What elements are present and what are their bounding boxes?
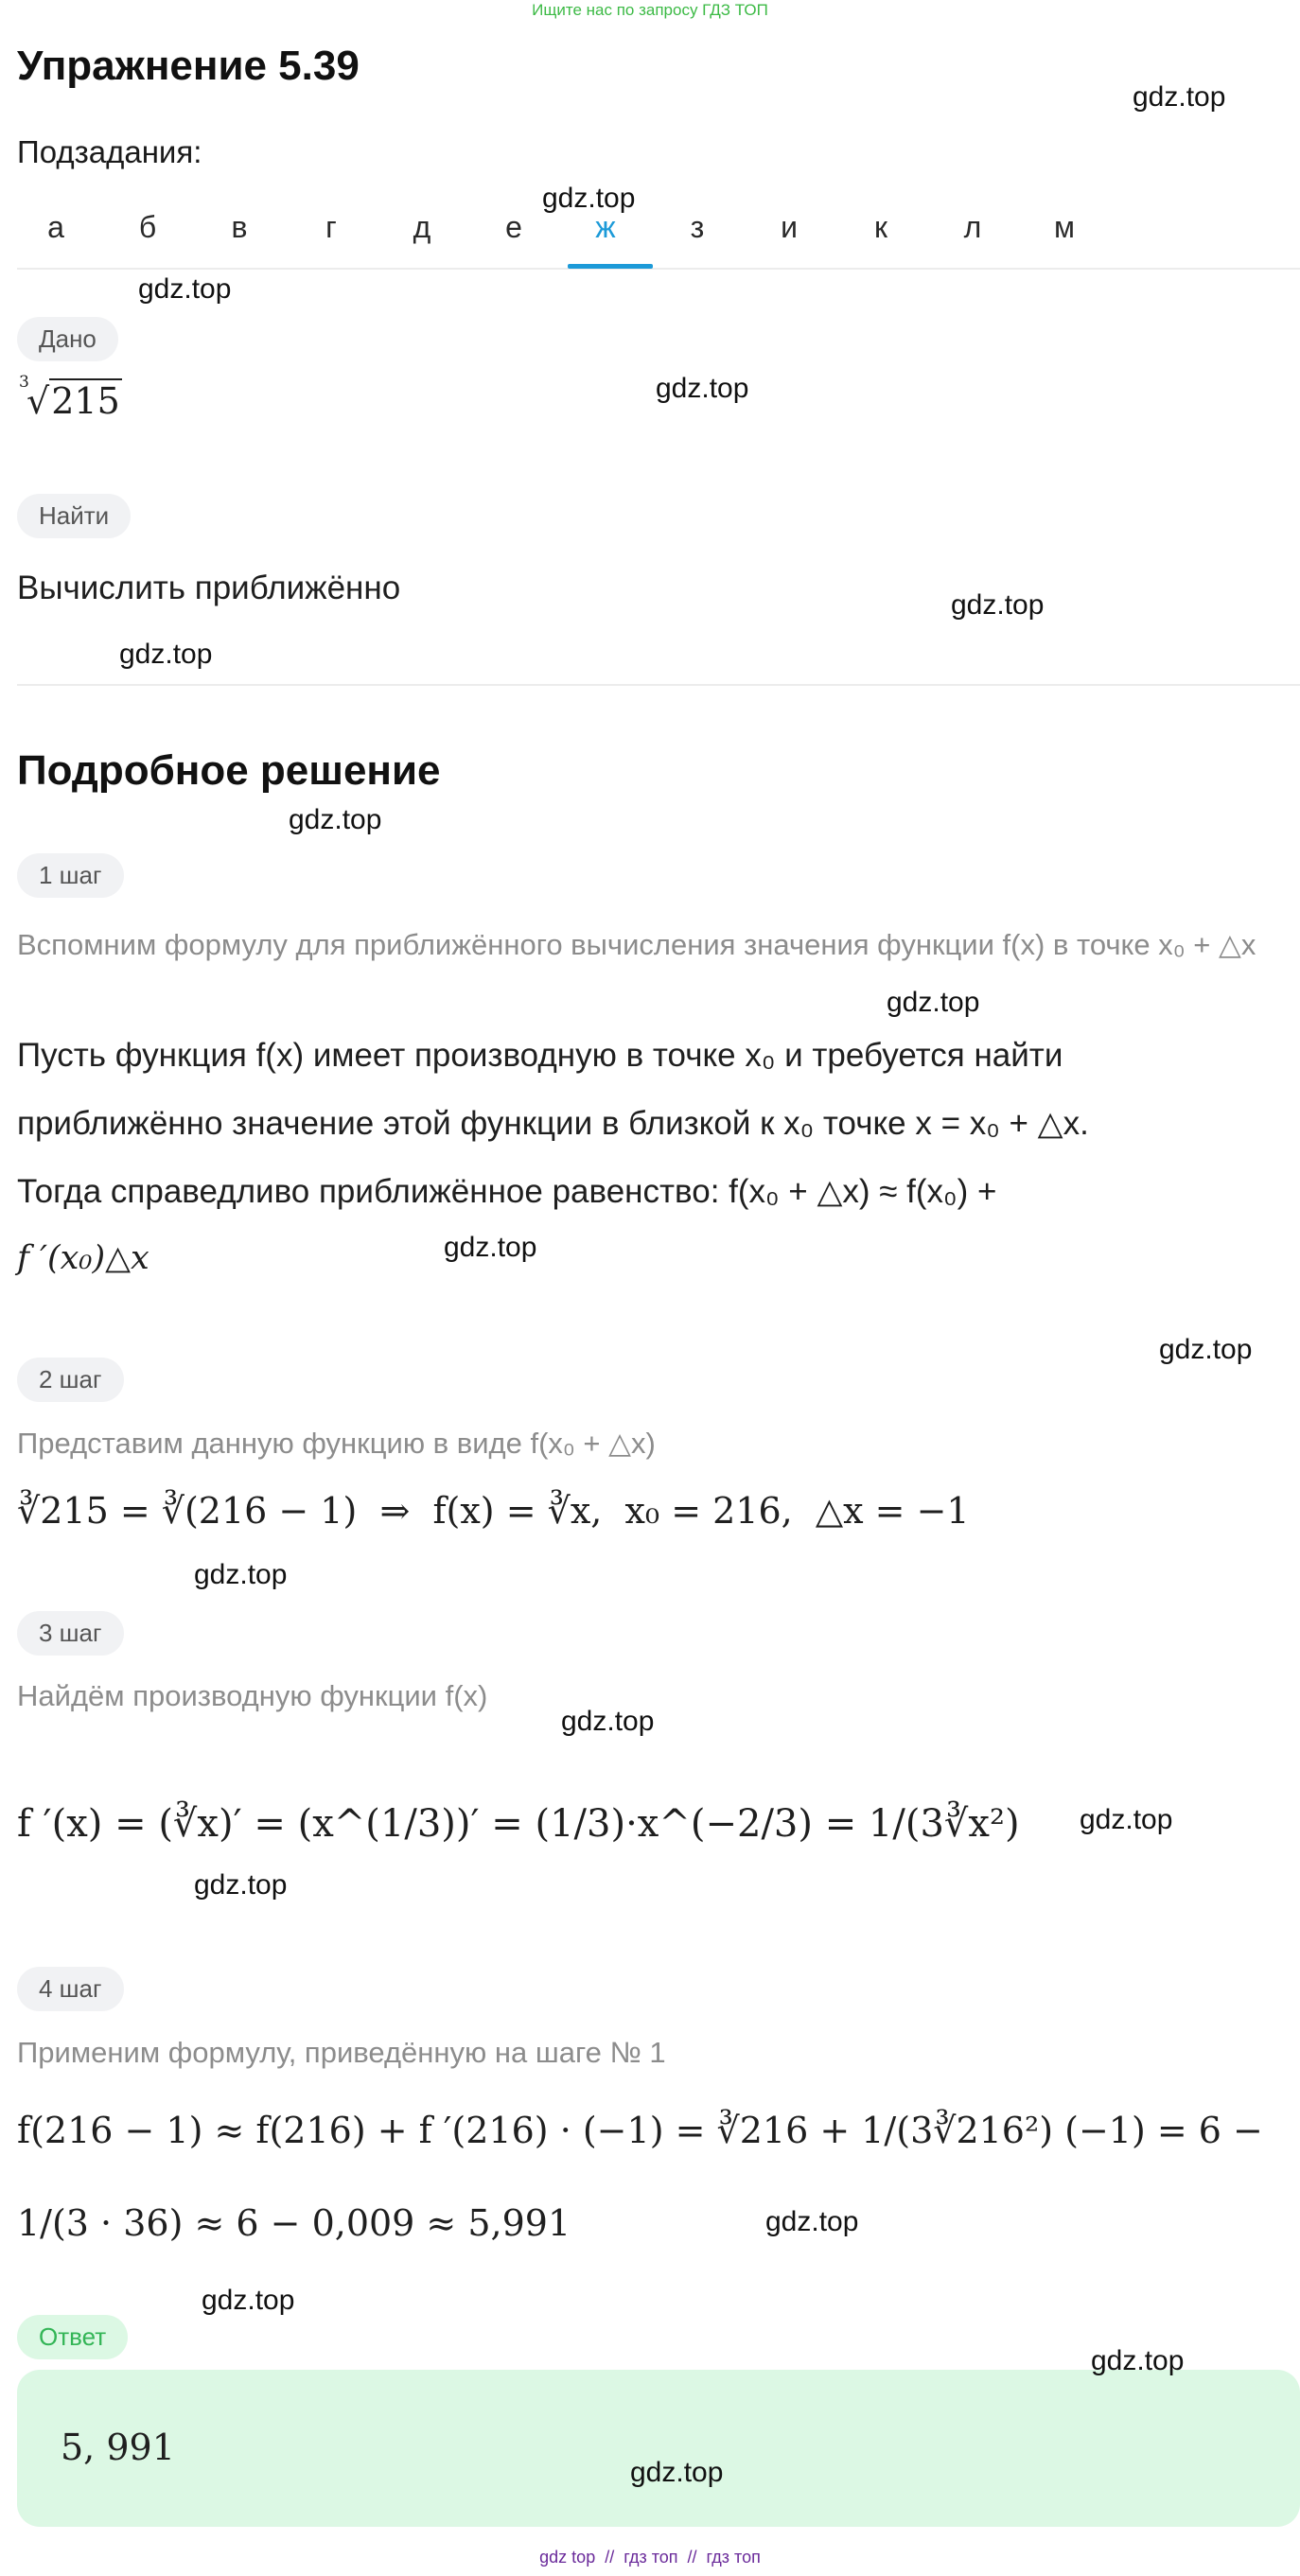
subtasks-label: Подзадания: xyxy=(17,134,202,169)
step1-hint: Вспомним формулу для приближённого вычисления значения функции f(x) в точке x₀ + △x xyxy=(17,928,1256,961)
step1-line1: Пусть функция f(x) имеет производную в точке x₀ и требуется найти xyxy=(17,1037,1063,1074)
tab-m[interactable]: м xyxy=(1054,210,1075,244)
step4-formula-line1: f(216 − 1) ≈ f(216) + f ′(216) · (−1) = ∛216 + 1/(3∛216²) (−1) = 6 − xyxy=(17,2110,1263,2151)
watermark: gdz.top xyxy=(444,1232,537,1263)
watermark: gdz.top xyxy=(1133,81,1226,113)
answer-value: 5, 991 xyxy=(61,2427,175,2468)
watermark: gdz.top xyxy=(194,1559,288,1590)
watermark: gdz.top xyxy=(289,804,382,835)
watermark: gdz.top xyxy=(561,1706,655,1737)
watermark: gdz.top xyxy=(202,2285,295,2316)
step4-hint: Применим формулу, приведённую на шаге № 1 xyxy=(17,2036,666,2069)
divider xyxy=(17,684,1300,686)
watermark: gdz.top xyxy=(656,373,749,404)
step1-line3: Тогда справедливо приближённое равенство: f(x₀ + △x) ≈ f(x₀) + xyxy=(17,1173,997,1210)
step2-formula: ∛215 = ∛(216 − 1) ⇒ f(x) = ∛x, x₀ = 216, △x = −1 xyxy=(17,1490,970,1532)
watermark: gdz.top xyxy=(119,639,213,670)
tab-z[interactable]: з xyxy=(690,210,705,244)
find-text: Вычислить приближённо xyxy=(17,570,401,606)
tab-zh[interactable]: ж xyxy=(595,210,616,244)
footer-links[interactable]: gdz top // гдз топ // гдз топ xyxy=(539,2548,761,2567)
answer-badge: Ответ xyxy=(17,2315,128,2359)
tab-v[interactable]: в xyxy=(231,210,248,244)
watermark: gdz.top xyxy=(1091,2345,1185,2376)
given-expression: 3 √215 xyxy=(19,373,120,422)
active-tab-indicator xyxy=(568,264,653,269)
step1-line2: приближённо значение этой функции в близкой к x₀ точке x = x₀ + △x. xyxy=(17,1105,1089,1142)
subtask-tabs xyxy=(17,189,1300,270)
tab-k[interactable]: к xyxy=(874,210,887,244)
watermark: gdz.top xyxy=(765,2206,859,2237)
tab-a[interactable]: а xyxy=(47,210,64,244)
watermark: gdz.top xyxy=(630,2457,724,2488)
step1-badge: 1 шаг xyxy=(17,853,124,898)
step3-formula: f ′(x) = (∛x)′ = (x^(1/3))′ = (1/3)·x^(−2/3) = 1/(3∛x²) xyxy=(17,1802,1020,1846)
page-title: Упражнение 5.39 xyxy=(17,43,360,89)
top-banner: Ищите нас по запросу ГДЗ ТОП xyxy=(532,1,768,19)
step3-badge: 3 шаг xyxy=(17,1611,124,1656)
watermark: gdz.top xyxy=(1159,1334,1253,1365)
step3-hint: Найдём производную функции f(x) xyxy=(17,1679,488,1712)
step4-badge: 4 шаг xyxy=(17,1967,124,2011)
step2-hint: Представим данную функцию в виде f(x₀ + △x) xyxy=(17,1427,656,1460)
given-badge: Дано xyxy=(17,317,118,361)
tab-g[interactable]: г xyxy=(325,210,337,244)
watermark: gdz.top xyxy=(138,273,232,305)
watermark: gdz.top xyxy=(542,183,636,214)
find-badge: Найти xyxy=(17,494,131,538)
tab-d[interactable]: д xyxy=(413,210,431,244)
tab-i[interactable]: и xyxy=(781,210,798,244)
step2-badge: 2 шаг xyxy=(17,1358,124,1402)
watermark: gdz.top xyxy=(887,987,980,1018)
watermark: gdz.top xyxy=(1080,1804,1173,1835)
tab-b[interactable]: б xyxy=(138,210,157,244)
watermark: gdz.top xyxy=(194,1869,288,1901)
step1-line4: f ′(x₀)△x xyxy=(17,1239,149,1277)
watermark: gdz.top xyxy=(951,589,1045,621)
tab-e[interactable]: е xyxy=(505,210,522,244)
answer-box xyxy=(17,2370,1300,2527)
solution-title: Подробное решение xyxy=(17,747,441,794)
step4-formula-line2: 1/(3 · 36) ≈ 6 − 0,009 ≈ 5,991 xyxy=(17,2202,571,2244)
tab-l[interactable]: л xyxy=(963,210,982,244)
